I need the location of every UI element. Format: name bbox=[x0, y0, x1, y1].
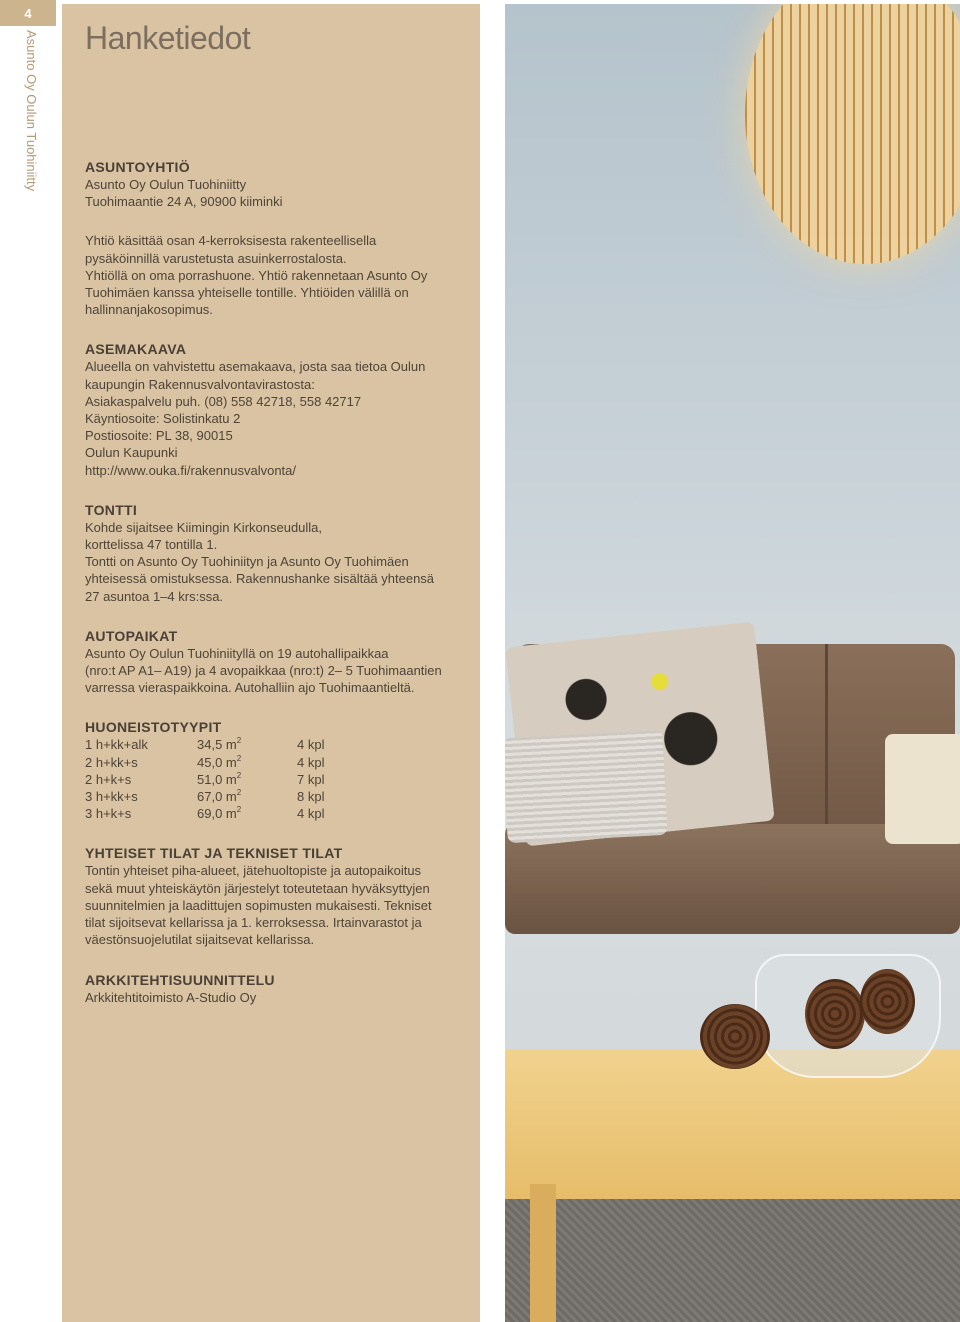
text-line: pysäköinnillä varustetusta asuinkerrostalosta. bbox=[85, 250, 347, 266]
text-line: kaupungin Rakennusvalvontavirastosta: bbox=[85, 376, 315, 392]
interior-photo bbox=[505, 4, 960, 1322]
section-heading: AUTOPAIKAT bbox=[85, 627, 178, 644]
table-row bbox=[85, 788, 324, 805]
text-line: varressa vieraspaikkoina. Autohalliin ajo Tuohimaantieltä. bbox=[85, 680, 415, 696]
apartment-count: 4 kpl bbox=[297, 737, 325, 753]
page-title: Hanketiedot bbox=[85, 20, 251, 56]
table-row bbox=[85, 771, 324, 788]
section-asuntoyhtio bbox=[85, 158, 465, 318]
apartment-type: 2 h+k+s bbox=[85, 771, 132, 787]
section-heading: ASUNTOYHTIÖ bbox=[85, 159, 190, 175]
text-line: Alueella on vahvistettu asemakaava, josta saa tietoa Oulun bbox=[85, 359, 426, 375]
apartment-type: 3 h+k+s bbox=[85, 806, 132, 822]
table-row bbox=[85, 754, 324, 771]
apartment-area: 34,5 $m^2$ bbox=[197, 736, 242, 753]
text-line: Asunto Oy Oulun Tuohiniitty bbox=[85, 177, 247, 192]
text-line: (nro:t AP A1– A19) ja 4 avopaikkaa (nro:t) 2– 5 Tuohimaantien bbox=[85, 663, 442, 679]
section-arkkitehtisuunnittelu bbox=[85, 971, 465, 1006]
apartment-count: 8 kpl bbox=[297, 789, 325, 805]
text-line: Tontti on Asunto Oy Tuohiniityn ja Asunto Oy Tuohimäen bbox=[85, 554, 409, 570]
apartment-area: 67,0 $m^2$ bbox=[197, 788, 242, 805]
text-line: Yhtiö käsittää osan 4-kerroksisesta rakenteellisella bbox=[85, 233, 377, 249]
apartment-type: 2 h+kk+s bbox=[85, 754, 138, 770]
section-heading: ASEMAKAAVA bbox=[85, 341, 187, 358]
apartment-area: 51,0 $m^2$ bbox=[197, 770, 242, 787]
pinecone-image bbox=[805, 979, 865, 1049]
table-row bbox=[85, 805, 324, 822]
striped-pillow-image bbox=[505, 730, 668, 843]
pinecone-image bbox=[860, 969, 915, 1034]
text-line: Tuohimäen kanssa yhteiselle tontille. Yhtiöiden välillä on bbox=[85, 285, 409, 301]
text-line: Arkkitehtitoimisto A-Studio Oy bbox=[85, 989, 257, 1005]
apartment-count: 4 kpl bbox=[297, 806, 325, 822]
section-heading: HUONEISTOTYYPIT bbox=[85, 719, 222, 736]
text-line: 27 asuntoa 1–4 krs:ssa. bbox=[85, 588, 224, 604]
section-heading: ARKKITEHTISUUNNITTELU bbox=[85, 971, 275, 988]
table-row bbox=[85, 736, 324, 753]
rug-image bbox=[505, 1184, 960, 1322]
text-line: tilat sijoitsevat kellarissa ja 1. kerroksessa. Irtainvarastot ja bbox=[85, 915, 422, 931]
text-line: Käyntiosoite: Solistinkatu 2 bbox=[85, 411, 241, 427]
section-asemakaava bbox=[85, 340, 465, 478]
section-yhteiset-tilat bbox=[85, 844, 465, 948]
text-line: Postiosoite: PL 38, 90015 bbox=[85, 428, 233, 444]
text-line: Asunto Oy Oulun Tuohiniityllä on 19 autohallipaikkaa bbox=[85, 645, 389, 661]
section-huoneistotyypit bbox=[85, 718, 465, 822]
text-line: Oulun Kaupunki bbox=[85, 445, 178, 461]
apartment-count: 4 kpl bbox=[297, 754, 325, 770]
apartment-types-table bbox=[85, 736, 324, 822]
table-leg-image bbox=[530, 1184, 556, 1322]
section-heading: YHTEISET TILAT JA TEKNISET TILAT bbox=[85, 845, 343, 862]
text-line: korttelissa 47 tontilla 1. bbox=[85, 537, 218, 553]
apartment-type: 3 h+kk+s bbox=[85, 789, 138, 805]
content-column bbox=[85, 158, 465, 1028]
pinecone-image bbox=[700, 1004, 770, 1069]
text-line: Tuohimaantie 24 A, 90900 kiiminki bbox=[85, 194, 283, 210]
apartment-area: 69,0 $m^2$ bbox=[197, 805, 242, 822]
text-line: Kohde sijaitsee Kiimingin Kirkonseudulla, bbox=[85, 519, 323, 535]
section-heading: TONTTI bbox=[85, 501, 138, 518]
text-line: suunnitelmien ja laadittujen sopimusten mukaisesti. Tekniset bbox=[85, 897, 432, 913]
apartment-count: 7 kpl bbox=[297, 771, 325, 787]
website-link[interactable]: http://www.ouka.fi/rakennusvalvonta/ bbox=[85, 462, 297, 478]
text-line: Tontin yhteiset piha-alueet, jätehuoltopiste ja autopaikoitus bbox=[85, 863, 422, 879]
cream-pillow-image bbox=[885, 734, 960, 844]
text-line: hallinnanjakosopimus. bbox=[85, 302, 213, 318]
text-line: Asiakaspalvelu puh. (08) 558 42718, 558 42717 bbox=[85, 393, 362, 409]
apartment-area: 45,0 $m^2$ bbox=[197, 753, 242, 770]
running-head: Asunto Oy Oulun Tuohiniitty bbox=[24, 30, 39, 192]
pendant-lamp-image bbox=[745, 4, 960, 264]
apartment-type: 1 h+kk+alk bbox=[85, 737, 148, 753]
text-line: yhteisessä omistuksessa. Rakennushanke sisältää yhteensä bbox=[85, 571, 435, 587]
text-line: väestönsuojelutilat sijaitsevat kellarissa. bbox=[85, 932, 315, 948]
section-autopaikat bbox=[85, 627, 465, 697]
text-line: sekä muut yhteiskäytön järjestelyt toteutetaan hyväksyttyjen bbox=[85, 880, 430, 896]
page-number: 4 bbox=[0, 0, 56, 26]
section-tontti bbox=[85, 501, 465, 605]
text-line: Yhtiöllä on oma porrashuone. Yhtiö rakennetaan Asunto Oy bbox=[85, 267, 428, 283]
